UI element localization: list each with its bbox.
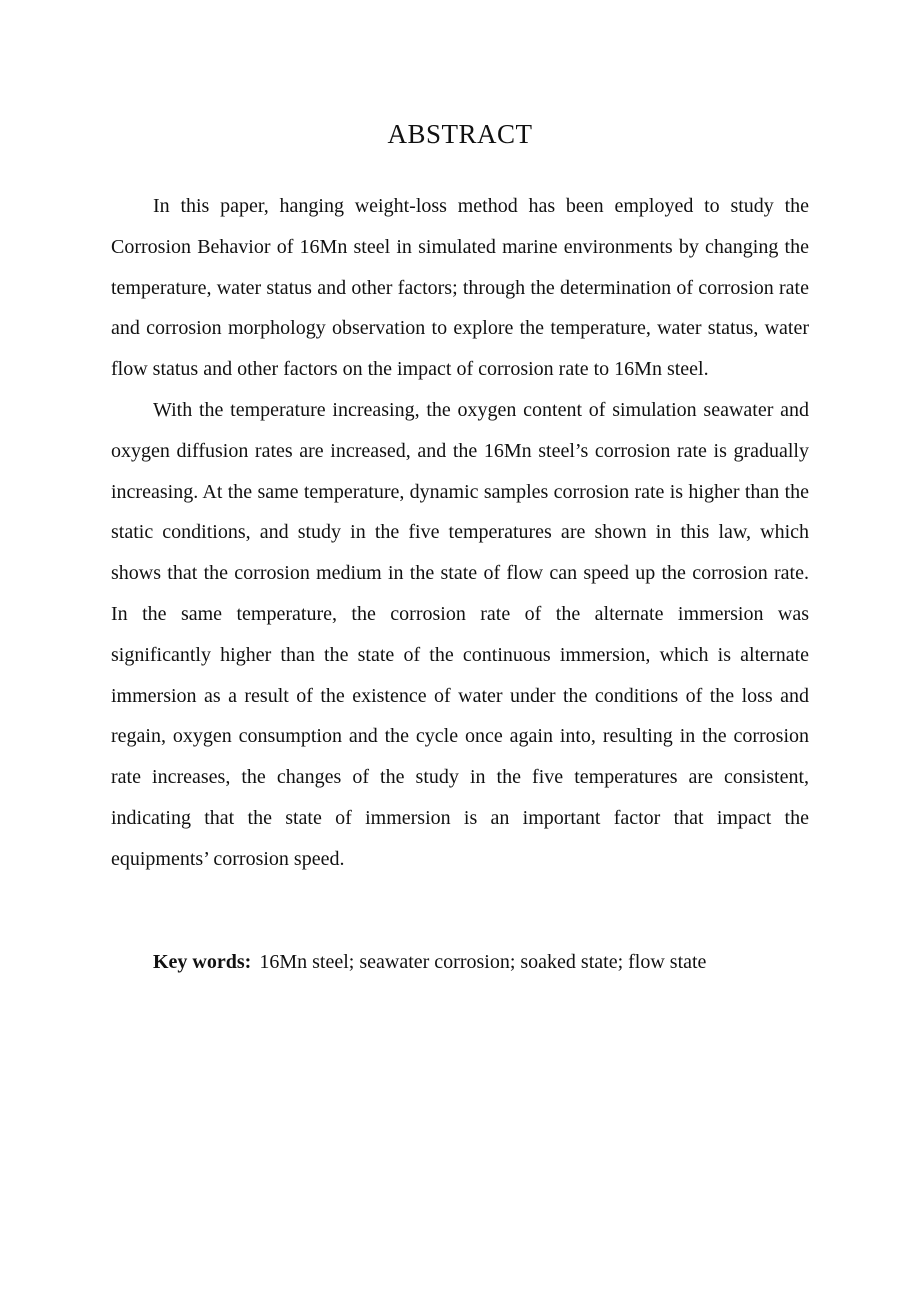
abstract-title: ABSTRACT (387, 119, 533, 149)
keywords-line (153, 942, 813, 982)
keywords-separator: : (244, 951, 252, 973)
abstract-paragraph-2: With the temperature increasing, the oxygen content of simulation seawater and oxygen diffusion rates are increased, and the 16Mn steel’s corrosion rate is gradually increasing. At the same temperature, dynamic samples corrosion rate is higher than the static conditions, and study in the five temperatures are shown in this law, which shows that the corrosion medium in the state of flow can speed up the corrosion rate. In the same temperature, the corrosion rate of the alternate immersion was significantly higher than the state of the continuous immersion, which is alternate immersion as a result of the existence of water under the conditions of the loss and regain, oxygen consumption and the cycle once again into, resulting in the corrosion rate increases, the changes of the study in the five temperatures are consistent, indicating that the state of immersion is an important factor that impact the equipments’ corrosion speed. (111, 398, 809, 870)
abstract-body (111, 186, 809, 880)
abstract-paragraph-1: In this paper, hanging weight-loss method has been employed to study the Corrosion Behavior of 16Mn steel in simulated marine environments by changing the temperature, water status and other factors; through the determination of corrosion rate and corrosion morphology observation to explore the temperature, water status, water flow status and other factors on the impact of corrosion rate to 16Mn steel. (111, 195, 809, 381)
keywords-label: Key words (153, 951, 245, 973)
keywords-text: 16Mn steel; seawater corrosion; soaked state; flow state (259, 951, 707, 973)
